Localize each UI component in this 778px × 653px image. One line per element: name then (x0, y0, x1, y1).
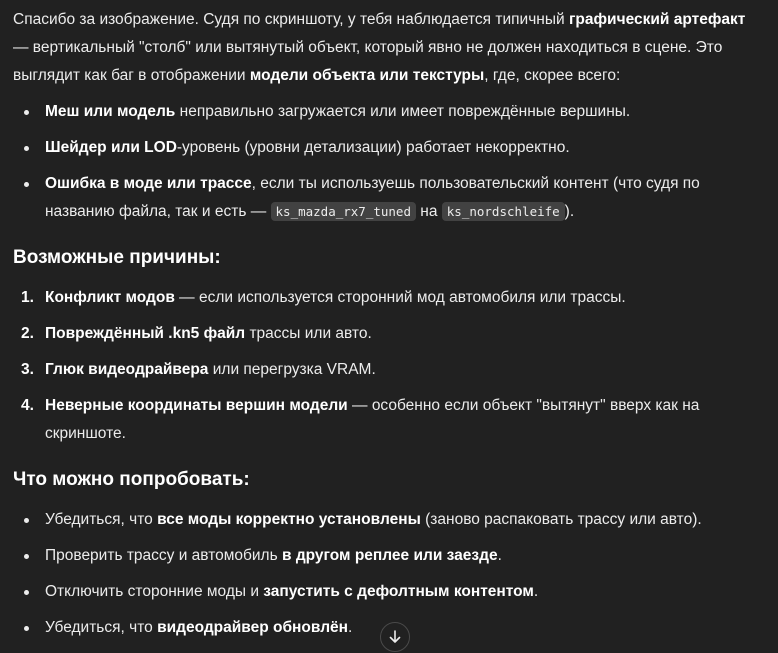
list-item (45, 506, 765, 534)
item-bold: Глюк видеодрайвера (45, 361, 209, 378)
try-heading: Что можно попробовать: (13, 469, 250, 490)
try-list (13, 506, 765, 642)
item-text: , если ты используешь пользовательский контент (что судя по названию файла, так и есть — (45, 175, 700, 220)
item-text: -уровень (уровни детализации) работает некорректно. (176, 139, 570, 156)
item-number: 4. (21, 397, 34, 414)
item-bold: в другом реплее или заезде (281, 547, 498, 564)
item-bold: Конфликт модов (45, 289, 175, 306)
assistant-message (13, 6, 765, 650)
item-text: . (348, 619, 353, 636)
item-text: — если используется сторонний мод автомобиля или трассы. (174, 289, 626, 306)
item-text: . (497, 547, 502, 564)
symptoms-list (13, 98, 765, 226)
intro-paragraph (13, 6, 765, 90)
item-text: (заново распаковать трассу или авто). (420, 511, 702, 528)
item-text: или перегрузка VRAM. (208, 361, 376, 378)
item-text: трассы или авто. (245, 325, 372, 342)
intro-text-3: , где, скорее всего: (484, 67, 621, 84)
inline-code-track: ks_nordschleife (442, 202, 565, 221)
item-bold: Шейдер или LOD (45, 139, 177, 156)
item-text: Отключить сторонние моды и (45, 583, 264, 600)
intro-bold-2: модели объекта или текстуры (249, 67, 485, 84)
item-number: 3. (21, 361, 34, 378)
item-text: . (533, 583, 539, 600)
item-text: Убедиться, что (45, 619, 158, 636)
list-item (21, 320, 765, 348)
list-item (21, 284, 765, 312)
intro-bold-1: графический артефакт (568, 11, 746, 28)
item-text: Убедиться, что (45, 511, 158, 528)
inline-code-car: ks_mazda_rx7_tuned (271, 202, 416, 221)
intro-text-1: Спасибо за изображение. Судя по скриншоту, у тебя наблюдается типичный (13, 11, 569, 28)
causes-heading: Возможные причины: (13, 247, 221, 268)
item-bold: все моды корректно установлены (157, 511, 421, 528)
item-text: неправильно загружается или имеет повреждённые вершины. (175, 103, 631, 120)
item-bold: видеодрайвер обновлён (157, 619, 349, 636)
item-bold: Неверные координаты вершин модели (45, 397, 348, 414)
item-bold: запустить с дефолтным контентом (263, 583, 534, 600)
item-bold: Меш или модель (45, 103, 176, 120)
list-item (45, 170, 765, 226)
item-text: — особенно если объект "вытянут" вверх как на скриншоте. (45, 397, 700, 442)
item-number: 2. (21, 325, 34, 342)
item-text: на (415, 203, 442, 220)
list-item (45, 98, 765, 126)
scroll-to-bottom-button[interactable] (380, 622, 410, 652)
arrow-down-icon (387, 629, 403, 645)
list-item (45, 578, 765, 606)
list-item (45, 542, 765, 570)
list-item (21, 392, 765, 448)
item-bold: Повреждённый .kn5 файл (45, 325, 246, 342)
item-bold: Ошибка в моде или трассе (45, 175, 252, 192)
list-item (21, 356, 765, 384)
causes-list (13, 284, 765, 448)
list-item (45, 134, 765, 162)
intro-text-2: — вертикальный "столб" или вытянутый объект, который явно не должен находиться в сцене. Это выглядит как баг в отображении (13, 39, 723, 84)
item-number: 1. (21, 289, 34, 306)
item-text: Проверить трассу и автомобиль (45, 547, 282, 564)
item-text: ). (564, 203, 575, 220)
